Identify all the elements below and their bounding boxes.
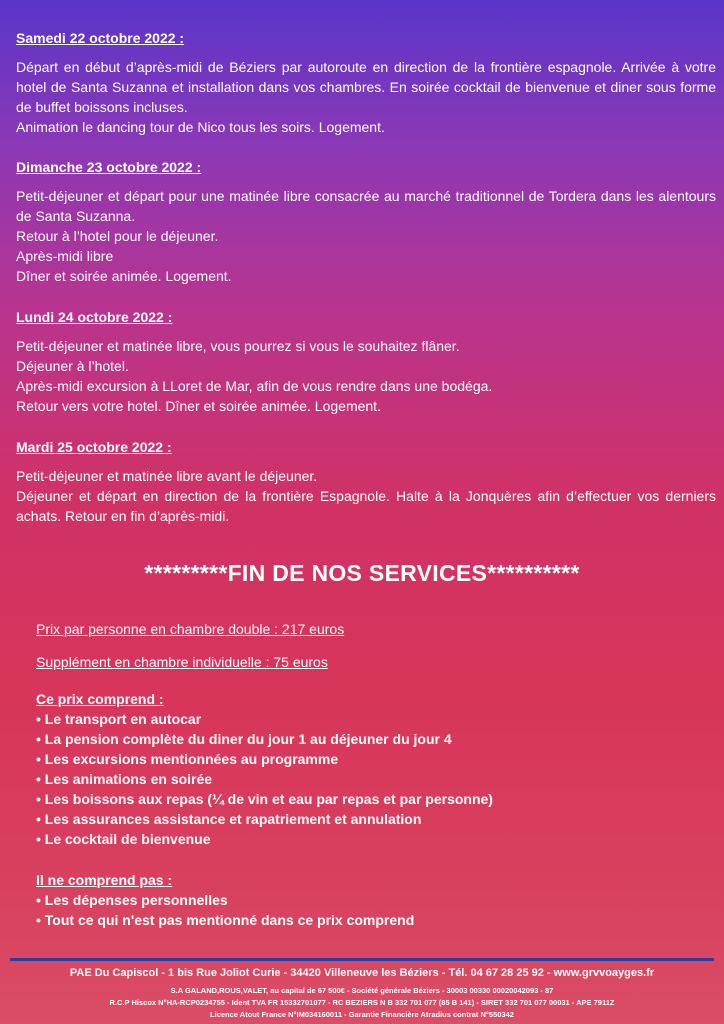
day-line: Petit-déjeuner et matinée libre, vous pourrez si vous le souhaitez flâner. [16,338,460,354]
day-title: Dimanche 23 octobre 2022 : [16,159,202,175]
day-title: Samedi 22 octobre 2022 : [16,30,185,46]
day-description [16,186,716,286]
day-line: Après-midi libre [16,248,114,264]
day-line: Retour vers votre hotel. Dîner et soirée animée. Logement. [16,398,381,414]
list-item: • Le transport en autocar [36,709,696,729]
footer-address: PAE Du Capiscol - 1 bis Rue Joliot Curie - 34420 Villeneuve les Béziers - Tél. 04 67 28 25 92 - www.grvvoayges.fr [69,967,655,979]
day-title: Mardi 25 octobre 2022 : [16,439,172,455]
price-excludes [36,870,696,930]
list-item: • Les excursions mentionnées au programme [36,749,696,769]
list-item: • Les boissons aux repas (¼ de vin et eau par repas et par personne) [36,789,696,809]
day-tuesday [16,438,716,526]
price-includes [36,689,696,849]
end-of-services-heading: *********FIN DE NOS SERVICES********** [144,560,580,586]
price-double-room: Prix par personne en chambre double : 217 euros [36,621,345,637]
list-item: • Les assurances assistance et rapatriement et annulation [36,809,696,829]
day-line: Déjeuner à l’hotel. [16,358,129,374]
day-line: Déjeuner et départ en direction de la frontière Espagnole. Halte à la Jonquères afin d’effectuer vos derniers achats. Retour en fin d’après-midi. [16,488,716,524]
footer-legal-line: Licence Atout France N°IM034160011 - Garantie Financière Atradius contrat N°550342 [210,1010,514,1019]
day-line: Après-midi excursion à LLoret de Mar, afin de vous rendre dans une bodéga. [16,378,493,394]
day-monday [16,308,716,416]
day-description [16,57,716,137]
list-item: • Tout ce qui n'est pas mentionné dans ce prix comprend [36,910,696,930]
price-single-supplement: Supplément en chambre individuelle : 75 euros [36,654,328,670]
day-line: Petit-déjeuner et départ pour une matinée libre consacrée au marché traditionnel de Tordera dans les alentours de Santa Suzanna. [16,188,716,224]
day-line: Retour à l’hotel pour le déjeuner. [16,228,219,244]
day-description [16,336,716,416]
day-description [16,466,716,526]
footer-divider [10,958,714,961]
day-saturday [16,29,716,137]
list-item: • Le cocktail de bienvenue [36,829,696,849]
excludes-title: Il ne comprend pas : [36,872,173,888]
day-line: Petit-déjeuner et matinée libre avant le déjeuner. [16,468,318,484]
includes-title: Ce prix comprend : [36,691,164,707]
excludes-list [36,890,696,930]
day-title: Lundi 24 octobre 2022 : [16,309,173,325]
footer-legal-line: R.C.P Hiscox N°HA-RCP0234755 - Ident TVA FR 15332701077 - RC BEZIERS N B 332 701 077 (85 B 141) - SIRET 332 701 077 00031 - APE 7911Z [109,998,615,1007]
list-item: • La pension complète du diner du jour 1 au déjeuner du jour 4 [36,729,696,749]
includes-list [36,709,696,849]
footer-legal-line: S.A GALAND,ROUS,VALET, au capital de 67 500€ - Société générale Béziers - 30003 00330 00020042093 - 87 [170,986,554,995]
list-item: • Les dépenses personnelles [36,890,696,910]
day-line: Dîner et soirée animée. Logement. [16,268,232,284]
day-line: Départ en début d’après-midi de Béziers par autoroute en direction de la frontière espagnole. Arrivée à votre hotel de Santa Suzanna et installation dans vos chambres. En soirée cocktail de bienvenue et diner sous forme de buffet boissons incluses. [16,59,716,115]
list-item: • Les animations en soirée [36,769,696,789]
day-line: Animation le dancing tour de Nico tous les soirs. Logement. [16,119,385,135]
day-sunday [16,158,716,286]
